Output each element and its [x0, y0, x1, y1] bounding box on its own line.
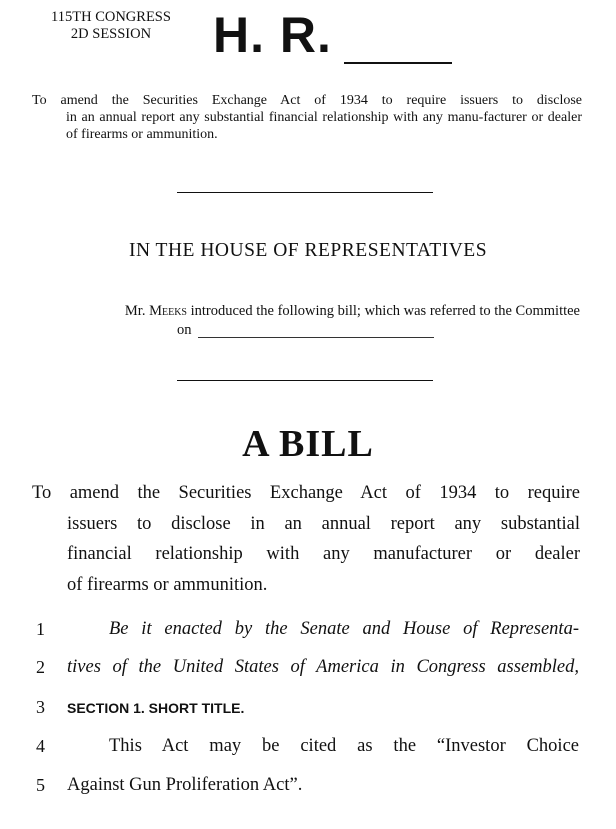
- line-number: 5: [36, 775, 45, 795]
- session-number: 2D SESSION: [70, 26, 152, 42]
- committee-blank: [198, 337, 434, 338]
- purpose-long-line: To amend the Securities Exchange Act of 1934 to require: [32, 483, 580, 503]
- bill-designation: H. R.: [213, 7, 332, 63]
- introduction-text: introduced the following bill; which was referred to the Committee: [186, 303, 580, 319]
- congress-number: 115TH CONGRESS: [51, 9, 171, 25]
- line-number: 2: [36, 657, 45, 677]
- line-number: 1: [36, 619, 45, 639]
- purpose-short: [32, 92, 582, 143]
- purpose-long-line: issuers to disclose in an annual report any substantial: [67, 513, 580, 534]
- section-text-line: Against Gun Proliferation Act”.: [67, 775, 303, 795]
- committee-on-label: on: [177, 322, 192, 338]
- purpose-short-line1: To amend the Securities Exchange Act of 1934 to require issuers to disclose: [32, 93, 582, 108]
- bill-heading: A BILL: [242, 423, 374, 465]
- congress-session-label: [36, 9, 186, 43]
- divider-rule: [177, 380, 433, 381]
- line-number: 4: [36, 736, 45, 756]
- sponsor-name: Meeks: [149, 303, 187, 319]
- introduction-line: [32, 302, 580, 321]
- enacting-clause-line: tives of the United States of America in Congress assembled,: [67, 657, 579, 677]
- line-number: 3: [36, 697, 45, 717]
- purpose-long-line: financial relationship with any manufacturer or dealer: [67, 544, 580, 564]
- section-text-line: This Act may be cited as the “Investor Choice: [109, 736, 579, 756]
- chamber-heading: IN THE HOUSE OF REPRESENTATIVES: [128, 240, 488, 261]
- enacting-clause-line: Be it enacted by the Senate and House of Representa-: [109, 619, 579, 639]
- purpose-short-rest: in an annual report any substantial financial relationship with any manu-facturer or dealer of firearms or ammunition.: [66, 110, 582, 142]
- section-heading: SECTION 1. SHORT TITLE.: [67, 700, 245, 716]
- purpose-long-line: of firearms or ammunition.: [67, 574, 268, 595]
- sponsor-title: Mr.: [124, 303, 150, 319]
- bill-number-blank: [344, 62, 452, 64]
- divider-rule: [177, 192, 433, 193]
- purpose-long: [32, 478, 580, 600]
